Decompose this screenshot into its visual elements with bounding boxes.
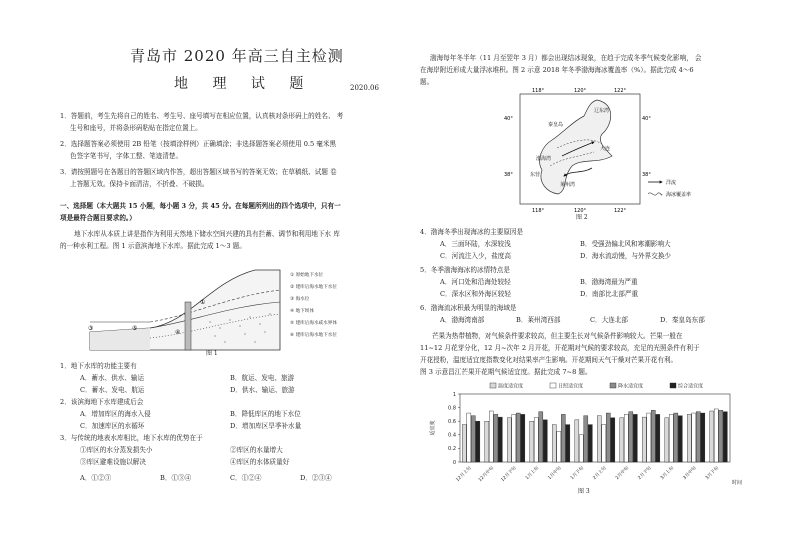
x-tick-label: 1月下旬 [570,465,586,481]
bar [620,418,624,462]
x-tick-label: 2月下旬 [637,465,653,481]
x-tick-label: 2月上旬 [592,465,608,481]
option: D．秦皇岛东部 [660,316,705,324]
question-stem: 4．渤海冬季出现海冰的主要原因是 [420,228,524,236]
instruction-line: 3．请按照题号在各题目的答题区域内作答，超出答题区域书写的答案无效；在草稿纸、试题 卷 [60,168,337,176]
bar [606,413,610,462]
bar [575,420,579,462]
option: C．大连北部 [590,316,629,324]
bar [543,420,547,462]
instruction-line: 色签字笔书写，字体工整、笔迹清楚。 [70,152,183,160]
lat-label: 38° [642,172,651,178]
option: ①库区的水分蒸发损失小 [80,446,153,454]
bar [656,414,660,462]
bar [566,425,570,462]
bar [674,413,678,462]
intro-text: 图 3 示意昌江芒果开花期气候适宜度。据此完成 7~8 题。 [420,368,592,376]
legend-item: ② 建库后海水地下水位 [290,285,337,290]
legend-item: ⑥ 建库后海水地下水位 [290,333,337,338]
fig2-caption: 图 2 [576,214,588,221]
question-stem: 1．地下水库的功能主要有 [60,362,137,370]
bar [485,421,489,462]
option: B．降低库区的地下水位 [230,410,301,418]
instruction-line: 1．答题前，考生先将自己的姓名、考生号、座号填写在相应位置，认真核对条形码上的姓名、 考 [60,112,344,120]
marker-label: ⑤ [132,325,138,332]
fig3-caption: 图 3 [578,488,590,495]
x-axis-label: 时间 [732,480,743,486]
x-tick-label: 12月中旬 [478,465,496,484]
intro-text: 的一种水利工程。图 1 示意滨海地下水库。据此完成 1～3 题。 [60,242,246,250]
bar [557,431,561,462]
bar [507,418,511,462]
y-tick-label: 0.4 [448,432,456,439]
bar [467,413,471,462]
answer-choice: D．②③④ [300,474,332,482]
intro-text: 地下水库从本质上讲是指作为利用天然地下储水空间兴建的具有拦蓄、调节和利用地下水 库 [74,230,340,238]
bar [647,413,651,462]
fig1-caption: 图 1 [206,350,218,357]
x-tick-label: 12月下旬 [500,465,518,484]
place-label: 辽东湾 [594,108,610,114]
bar [665,418,669,462]
bar [687,414,691,462]
bar [539,412,543,462]
bar [471,416,475,462]
section-heading: 一、选择题（本大题共 15 小题，每小题 3 分，共 45 分。在每题所列出的四个选项中，只有一 [60,202,341,210]
option: B．航运、发电、旅游 [230,374,295,382]
option: C．河流注入少，盐度高 [440,252,511,260]
bar [714,409,718,462]
instruction-line: 2．选择题答案必须使用 2B 铅笔（按填涂样例）正确填涂；非选择题答案必须使用 0.5 毫米黑 [60,140,337,148]
bar [723,412,727,462]
option: C．加速库区的水循环 [80,422,145,430]
bar [669,414,673,462]
fig2-bohai-map [502,86,702,216]
legend-swatch [490,383,496,388]
x-tick-label: 12月上旬 [455,465,473,484]
option: D．海水流动慢，与外界交换少 [580,252,672,260]
option: B．莱州湾西部 [516,316,561,324]
legend-swatch [670,383,676,388]
place-label: 大连 [600,146,611,152]
legend-label: 温度适宜度 [498,383,524,390]
instruction-line: 上答题无效。保持卡面清洁，不折叠、不破损。 [70,180,209,188]
option: A．渤海湾南部 [440,316,485,324]
bar [516,413,520,462]
option: D．增加库区旱季补水量 [230,422,302,430]
fig1-aquifer-diagram [80,262,380,357]
lon-label: 120° [574,208,587,214]
legend-swatch [550,383,556,388]
underground-dam [185,302,191,350]
intro-text: 渤海每年冬半年（11 月至翌年 3 月）都会出现结冰现象，在趋于完成冬季气候变化影响， 会 [430,54,702,62]
bar [521,414,525,462]
lat-label: 38° [504,172,513,178]
bar [633,414,637,462]
instruction-line: 生号和座号，并将条形码粘贴在指定位置上。 [70,124,202,132]
bar [552,425,556,462]
x-tick-label: 1月上旬 [525,465,541,481]
intro-text: 在海岸附近形成大量浮冰堆积。图 2 示意 2018 年冬季渤海海冰覆盖率（%）。据此完成 4～6 [420,66,694,74]
y-tick-label: 0.6 [448,419,456,425]
option: ③库区避难设施以解决 [80,458,146,466]
legend-item: ③ 海水位 [290,297,310,302]
y-tick-label: 0.2 [448,446,456,453]
bar [696,412,700,462]
lon-label: 122° [614,88,627,94]
lat-label: 40° [642,116,651,122]
option: C．深水区和外海区较轻 [440,290,511,298]
place-label: 东营 [530,172,541,178]
x-tick-label: 2月中旬 [615,465,631,481]
exam-subtitle: 地 理 试 题 [174,76,314,92]
bar [512,414,516,462]
bar [692,413,696,462]
option: D．供水、输运、旅游 [230,386,295,394]
option: A．河口处和沿海处较轻 [440,278,511,286]
bar [678,416,682,462]
exam-title: 青岛市 2020 年高三自主检测 [130,47,344,65]
bar [530,421,534,462]
x-tick-label: 3月中旬 [682,465,698,481]
bar [561,414,565,462]
lat-label: 40° [504,116,513,122]
bar [588,425,592,462]
bar [651,410,655,462]
option: ②库区的水量增大 [230,446,283,454]
place-label: 渤海湾 [536,156,552,162]
y-axis-label: 适宜度 [430,420,436,436]
bar [597,416,601,462]
option: B．渤海湾最为严重 [580,278,638,286]
marker-label: ① [200,299,206,306]
option: C．蓄水、发电、航运 [80,386,145,394]
legend-item: ① 原始地下水位 [290,273,324,278]
lon-label: 118° [532,88,545,94]
intro-text: 11~12 月花芽分化，12 月~次年 2 月开花，开花期对气候的要求较高，充足的光照条件有利于 [420,344,700,352]
bar [534,418,538,462]
fig3-bar-chart [420,380,750,490]
bar [629,412,633,462]
legend-item: ⑤ 建库后海水咸水界体 [290,321,337,326]
bar [498,417,502,462]
question-stem: 6．渤海流冰积最为明显的海域是 [420,304,517,312]
marker-label: ④ [175,329,181,336]
lon-label: 118° [532,208,545,214]
question-stem: 3．与传统的地表水库相比，地下水库的优势在于 [60,434,203,442]
section-heading-cont: 项是最符合题目要求的。） [60,214,136,222]
x-tick-label: 1月中旬 [547,465,563,481]
y-tick-label: 1 [452,391,456,398]
option: ④库区的水体质量好 [230,458,290,466]
bar [489,411,493,462]
legend-label: 降水适宜度 [618,383,644,390]
intro-text: 题。 [420,78,434,86]
legend-ice-symbol [648,193,662,195]
x-tick-label: 3月上旬 [660,465,676,481]
legend-label: 综合适宜度 [678,383,704,390]
x-tick-label: 3月下旬 [705,465,721,481]
y-tick-label: 0 [452,459,456,466]
legend-swatch [610,383,616,388]
option: B．受强劲偏北风和寒潮影响大 [580,240,671,248]
exam-date: 2020.06 [350,84,379,92]
option: A．增加库区的海水入侵 [80,410,151,418]
legend-item: 海冰覆盖率 [666,192,692,198]
intro-text: 开花授粉，温度适宜度指数变化对结果率产生影响。开花期间天气干燥对芒果开花有利。 [420,356,678,364]
question-stem: 2．该滨海地下水库建成后会 [60,398,144,406]
lon-label: 120° [574,88,587,94]
bar [462,425,466,462]
question-stem: 5．冬季渤海海冰的冰情特点是 [420,266,510,274]
legend-item: ④ 地下坝体 [290,309,314,314]
answer-choice: C．①②④ [230,474,262,482]
bar [584,416,588,462]
bar [642,417,646,462]
y-tick-label: 0.8 [448,405,456,412]
intro-text: 芒果为热带植物，对气候条件要求较高，但主要生长对气候条件影响较大。芒果一般在 [432,332,683,340]
place-label: 秦皇岛 [548,122,564,128]
place-label: 莱州湾 [560,182,576,188]
option: A．蓄水、供水、输运 [80,374,145,382]
option: D．南部比北部严重 [580,290,639,298]
bar [579,435,583,462]
legend-item: 洋流 [666,180,677,186]
bar [602,425,606,462]
bar [494,414,498,462]
bar [611,418,615,462]
bar [624,414,628,462]
option: A．三面环陆，水深较浅 [440,240,511,248]
bar [710,411,714,462]
lon-label: 122° [614,208,627,214]
marker-label: ③ [88,325,94,332]
bar [719,410,723,462]
legend-label: 日照适宜度 [558,383,584,390]
bar [701,413,705,462]
answer-choice: B．①③④ [160,474,192,482]
answer-choice: A．①②③ [80,474,112,482]
bar [476,421,480,462]
